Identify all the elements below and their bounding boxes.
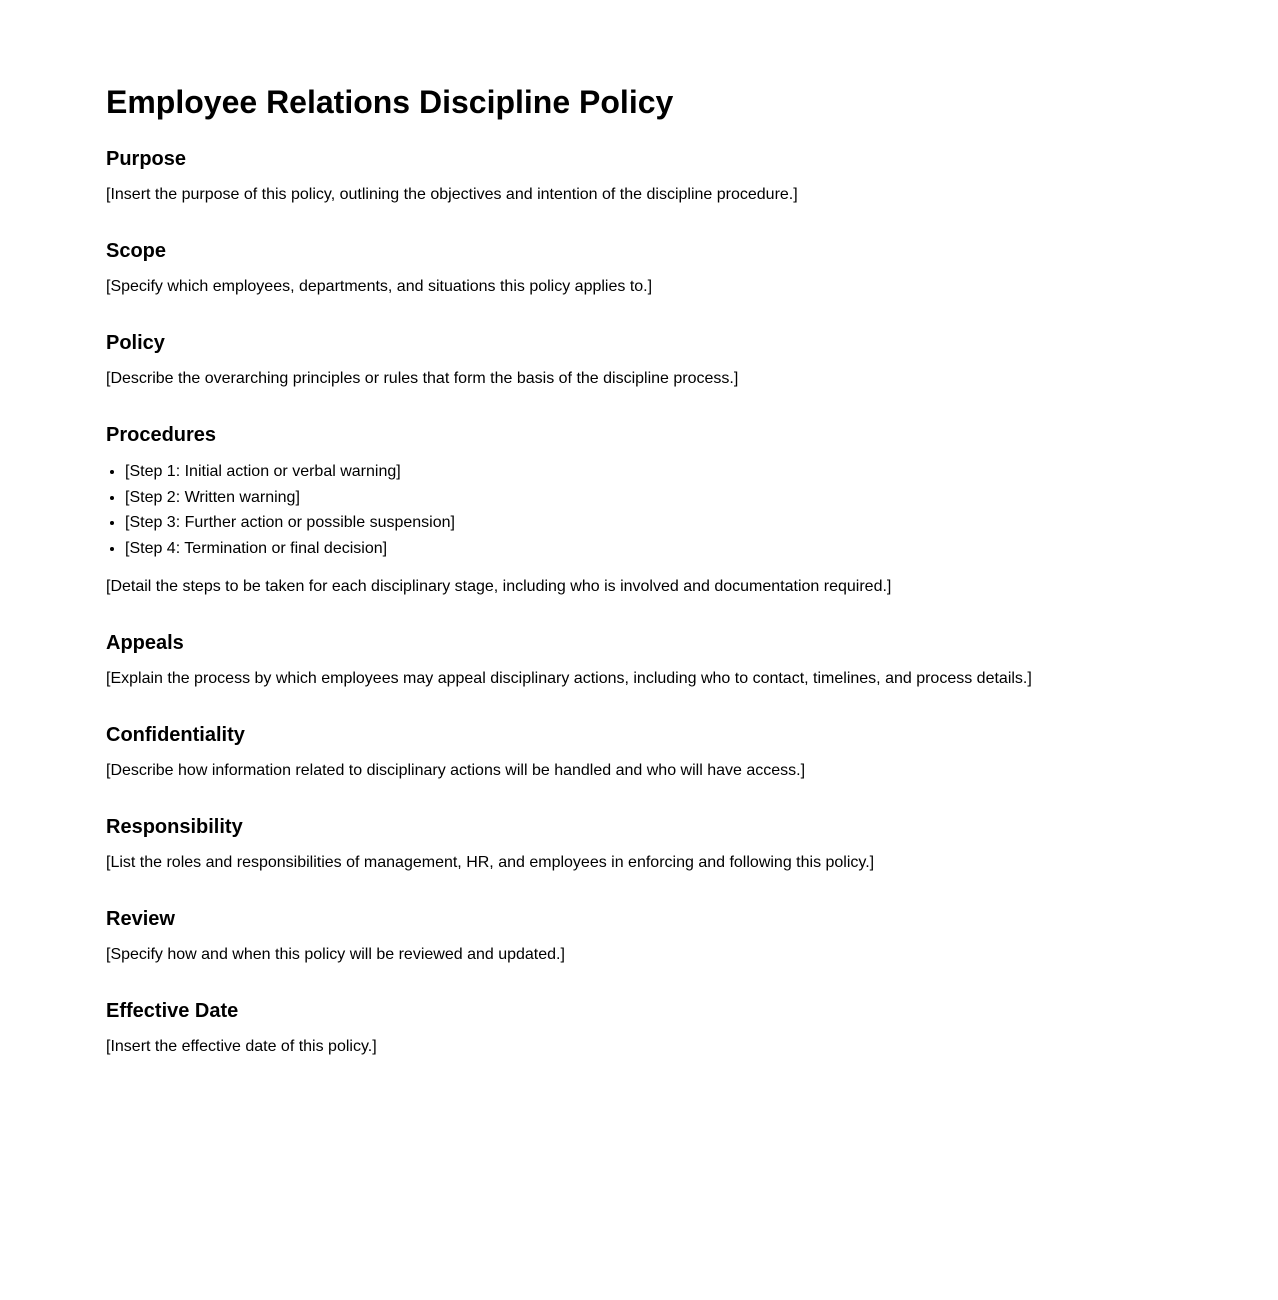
list-item: • [Step 1: Initial action or verbal warning]: [125, 459, 1206, 485]
section-heading: Review: [106, 907, 175, 930]
page-title: Employee Relations Discipline Policy: [106, 84, 674, 120]
section-policy: [106, 331, 1206, 391]
procedure-steps-list: [106, 459, 1206, 562]
section-heading: Responsibility: [106, 815, 243, 838]
section-heading: Appeals: [106, 631, 184, 654]
section-heading: Policy: [106, 332, 165, 354]
section-heading: Effective Date: [106, 999, 239, 1022]
section-text: [List the roles and responsibilities of management, HR, and employees in enforcing and following this policy.]: [106, 853, 875, 871]
policy-document: [106, 82, 1206, 1091]
section-confidentiality: [106, 723, 1206, 783]
section-scope: [106, 239, 1206, 299]
section-text: [Describe how information related to disciplinary actions will be handled and who will have access.]: [106, 761, 806, 779]
section-text: [Explain the process by which employees may appeal disciplinary actions, including who to contact, timelines, and process details.]: [106, 669, 1032, 687]
section-effective-date: [106, 999, 1206, 1059]
section-review: [106, 907, 1206, 967]
section-procedures: [106, 423, 1206, 599]
section-text: [Insert the effective date of this policy.]: [106, 1037, 377, 1055]
section-heading: Confidentiality: [106, 723, 245, 746]
section-text: [Detail the steps to be taken for each disciplinary stage, including who is involved and documentation required.]: [106, 577, 892, 595]
section-text: [Insert the purpose of this policy, outlining the objectives and intention of the discipline procedure.]: [106, 186, 798, 203]
section-heading: Scope: [106, 240, 167, 262]
list-item: • [Step 2: Written warning]: [125, 485, 1206, 511]
section-appeals: [106, 631, 1206, 691]
section-text: [Specify how and when this policy will be reviewed and updated.]: [106, 945, 565, 963]
section-text: [Specify which employees, departments, and situations this policy applies to.]: [106, 278, 653, 295]
list-item: • [Step 4: Termination or final decision]: [125, 536, 1206, 562]
section-heading: Procedures: [106, 424, 217, 446]
section-purpose: [106, 147, 1206, 207]
list-item: • [Step 3: Further action or possible suspension]: [125, 510, 1206, 536]
section-heading: Purpose: [106, 148, 187, 170]
section-responsibility: [106, 815, 1206, 875]
section-text: [Describe the overarching principles or rules that form the basis of the discipline process.]: [106, 370, 739, 387]
